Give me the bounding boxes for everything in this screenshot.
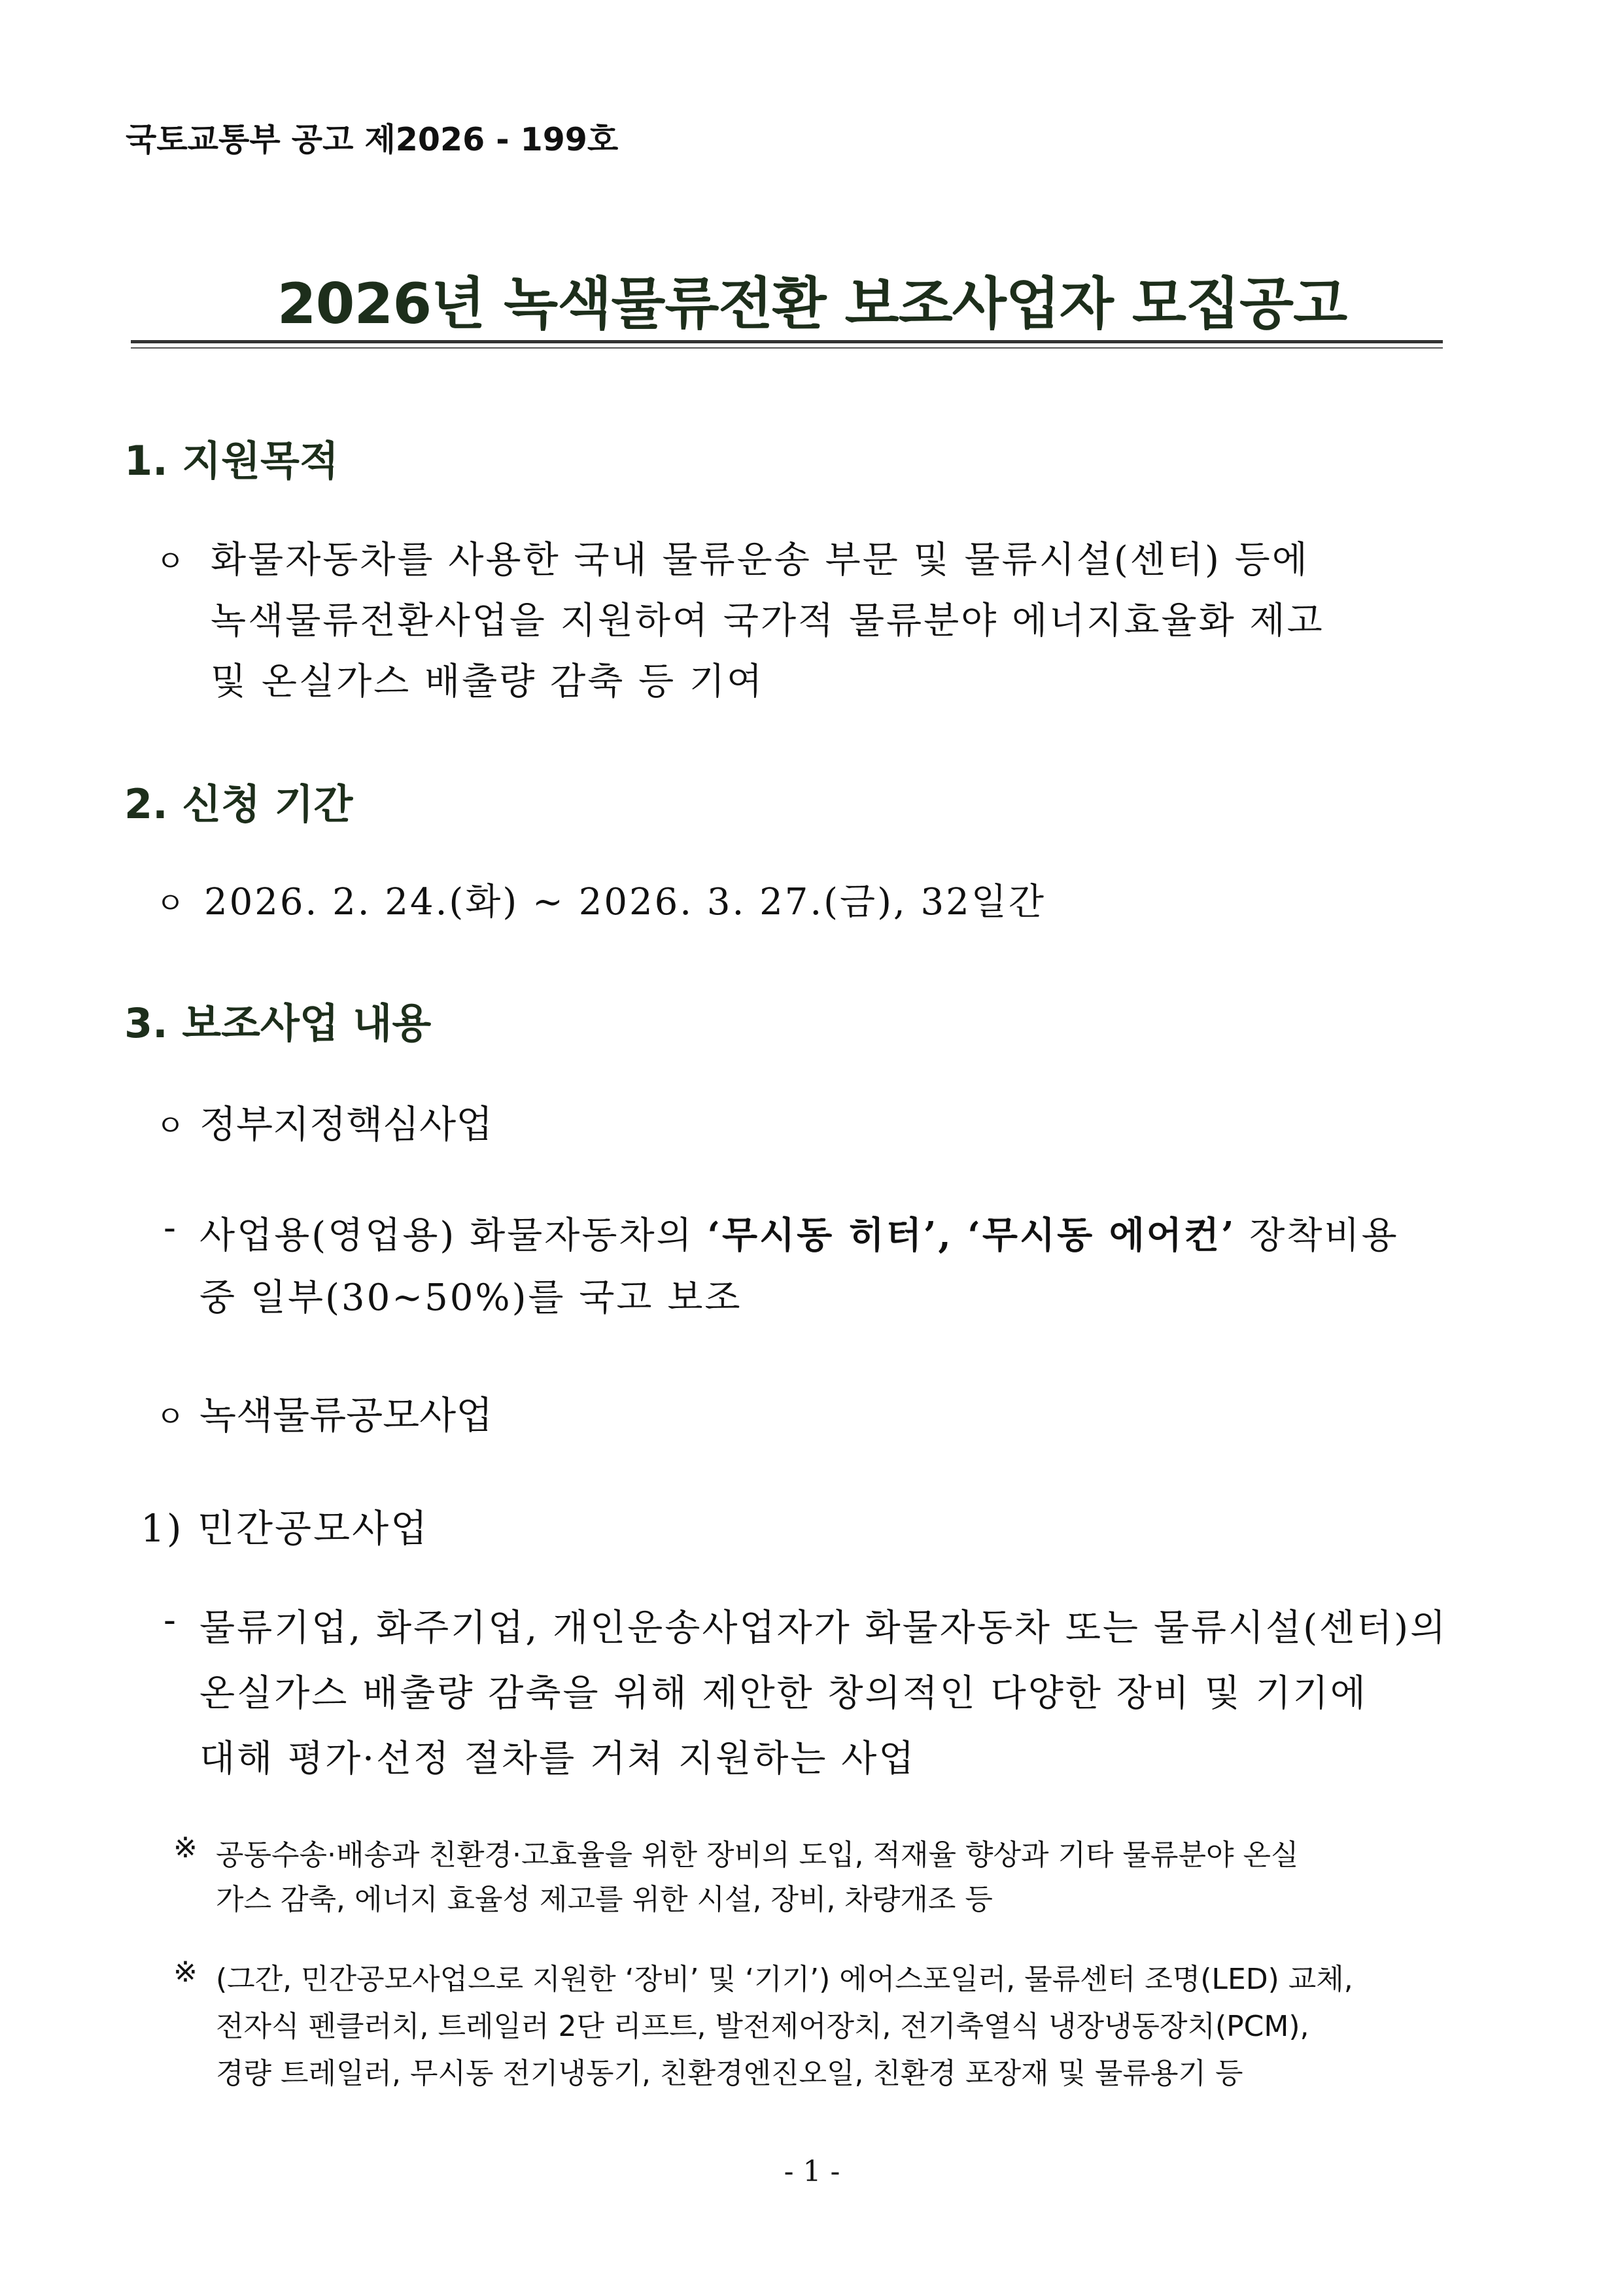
page-number: - 1 - xyxy=(784,2155,840,2188)
bullet-circle: ㅇ xyxy=(156,886,185,921)
title-divider-thin xyxy=(131,347,1443,349)
note-line: (그간, 민간공모사업으로 지원한 ‘장비’ 및 ‘기기’) 에어스포일러, 물류센터 조명(LED) 교체, xyxy=(216,1963,1353,1996)
purpose-line: 녹색물류전환사업을 지원하여 국가적 물류분야 에너지효율화 제고 xyxy=(211,600,1324,642)
section-heading-period: 2. 신청 기간 xyxy=(124,780,353,828)
note-line: 경량 트레일러, 무시동 전기냉동기, 친환경엔진오일, 친환경 포장재 및 물류용기 등 xyxy=(216,2057,1243,2090)
section-heading-purpose: 1. 지원목적 xyxy=(124,437,339,485)
bullet-circle: ㅇ xyxy=(156,1399,185,1434)
bullet-circle: ㅇ xyxy=(156,543,185,579)
private-project-line: 대해 평가·선정 절차를 거쳐 지원하는 사업 xyxy=(199,1738,916,1780)
core-line-pre: 사업용(영업용) 화물자동차의 xyxy=(199,1214,708,1257)
reference-mark: ※ xyxy=(173,1831,198,1865)
private-project-line: 온실가스 배출량 감축을 위해 제안한 창의적인 다양한 장비 및 기기에 xyxy=(199,1672,1368,1715)
notice-number: 국토교통부 공고 제2026 - 199호 xyxy=(126,121,619,158)
dash-marker: - xyxy=(164,1207,178,1249)
purpose-line: 화물자동차를 사용한 국내 물류운송 부문 및 물류시설(센터) 등에 xyxy=(211,539,1309,581)
dash-marker: - xyxy=(164,1599,178,1642)
section-heading-content: 3. 보조사업 내용 xyxy=(124,999,432,1047)
private-project-line: 물류기업, 화주기업, 개인운송사업자가 화물자동차 또는 물류시설(센터)의 xyxy=(199,1607,1448,1649)
core-line-post: 장착비용 xyxy=(1235,1214,1399,1257)
core-project-line xyxy=(199,1207,1399,1259)
core-project-line: 중 일부(30~50%)를 국고 보조 xyxy=(199,1277,742,1319)
document-title: 2026년 녹색물류전환 보조사업자 모집공고 xyxy=(277,271,1347,337)
subsection-title-core-project: 정부지정핵심사업 xyxy=(199,1102,493,1146)
bullet-circle: ㅇ xyxy=(156,1108,185,1143)
purpose-line: 및 온실가스 배출량 감축 등 기여 xyxy=(211,661,765,703)
subsection-title-green-logistics: 녹색물류공모사업 xyxy=(199,1393,493,1437)
core-line-bold: ‘무시동 히터’, ‘무시동 에어컨’ xyxy=(707,1214,1236,1257)
title-divider xyxy=(131,340,1443,343)
note-line: 가스 감축, 에너지 효율성 제고를 위한 시설, 장비, 차량개조 등 xyxy=(216,1883,993,1916)
reference-mark: ※ xyxy=(173,1955,198,1989)
note-line: 전자식 펜클러치, 트레일러 2단 리프트, 발전제어장치, 전기축열식 냉장냉동장치(PCM), xyxy=(216,2010,1309,2043)
application-period: 2026. 2. 24.(화) ~ 2026. 3. 27.(금), 32일간 xyxy=(204,881,1046,923)
note-line: 공동수송·배송과 친환경·고효율을 위한 장비의 도입, 적재율 향상과 기타 물류분야 온실 xyxy=(216,1838,1299,1872)
item-title-private-project: 1) 민간공모사업 xyxy=(141,1506,430,1551)
